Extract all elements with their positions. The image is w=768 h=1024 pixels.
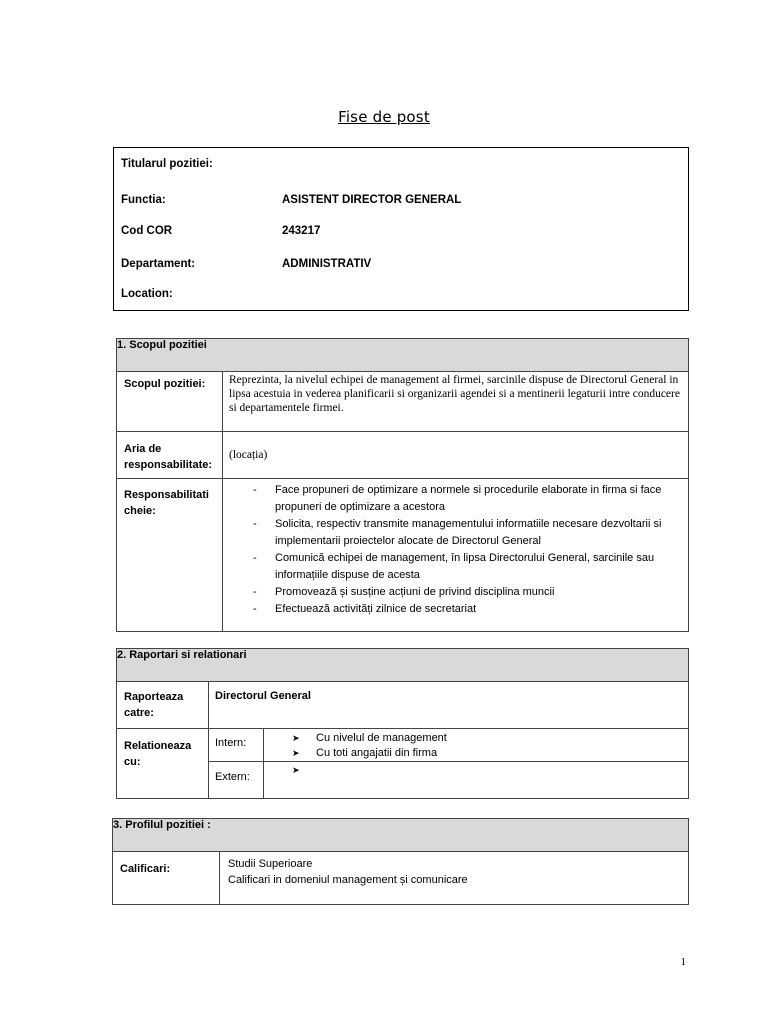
aria-label: Aria de responsabilitate: (117, 432, 223, 479)
aria-text: (locația) (223, 432, 689, 479)
resp-label: Responsabilitati cheie: (117, 479, 223, 632)
section-profil-table (112, 818, 689, 905)
section-header-row (113, 819, 689, 852)
list-item: - Promovează și susține acțiuni de privind disciplina muncii (253, 586, 555, 598)
aria-row (117, 432, 689, 479)
scop-row (117, 372, 689, 432)
list-item: - Comunică echipei de management, în lipsa Directorului General, sarcinile sau informațiile dispuse de acesta (253, 552, 655, 581)
intern-list (264, 731, 688, 761)
cod-label: Cod COR (121, 225, 173, 237)
section-header-row (117, 649, 689, 682)
relationeaza-label: Relationeaza cu: (117, 729, 209, 799)
section1-header: 1. Scopul pozitiei (117, 339, 689, 372)
section3-header: 3. Profilul pozitiei : (113, 819, 689, 852)
calificari-row (113, 852, 689, 905)
position-info-box (113, 147, 689, 311)
list-item: ➤ Cu nivelul de management (292, 732, 447, 744)
list-item: ➤ Cu toti angajatii din firma (292, 747, 438, 759)
scop-label: Scopul pozitiei: (117, 372, 223, 432)
list-item: - Efectuează activități zilnice de secretariat (253, 603, 477, 615)
raporteaza-label: Raporteaza catre: (117, 682, 209, 729)
page-number: 1 (680, 956, 686, 968)
scop-text: Reprezinta, la nivelul echipei de management al firmei, sarcinile dispuse de Directorul General in lipsa acestuia in vederea planificarii si organizarii agendei si a mentinerii legaturii intre conducere si departamentele firmei. (223, 372, 689, 432)
location-label: Location: (121, 288, 173, 300)
departament-label: Departament: (121, 258, 196, 270)
resp-row (117, 479, 689, 632)
extern-list-cell: ➤ (264, 762, 689, 799)
document-title: Fise de post (338, 108, 430, 126)
titular-label: Titularul pozitiei: (121, 158, 213, 170)
section-scopul-table (116, 338, 689, 632)
resp-list-cell (223, 479, 689, 632)
raporteaza-value: Directorul General (209, 682, 689, 729)
extern-label: Extern: (209, 762, 264, 799)
functia-label: Functia: (121, 194, 166, 206)
intern-list-cell (264, 729, 689, 762)
intern-label: Intern: (209, 729, 264, 762)
list-item: - Solicita, respectiv transmite managementului informatiile necesare dezvoltarii si implementarii proiectelor alocate de Directorul General (253, 518, 662, 547)
intern-row (117, 729, 689, 762)
list-item: - Face propuneri de optimizare a normele si procedurile elaborate in firma si face propuneri de optimizare a acestora (253, 484, 662, 513)
calificari-label: Calificari: (113, 852, 220, 905)
raporteaza-row (117, 682, 689, 729)
cod-value: 243217 (282, 225, 321, 237)
section-header-row (117, 339, 689, 372)
calificari-line: Studii Superioare (228, 858, 313, 870)
calificari-cell (220, 852, 689, 905)
calificari-line: Calificari in domeniul management și comunicare (228, 874, 468, 886)
responsibilities-list (223, 482, 680, 618)
section2-header: 2. Raportari si relationari (117, 649, 689, 682)
functia-value: ASISTENT DIRECTOR GENERAL (282, 194, 462, 206)
departament-value: ADMINISTRATIV (282, 258, 372, 270)
section-raportari-table (116, 648, 689, 799)
